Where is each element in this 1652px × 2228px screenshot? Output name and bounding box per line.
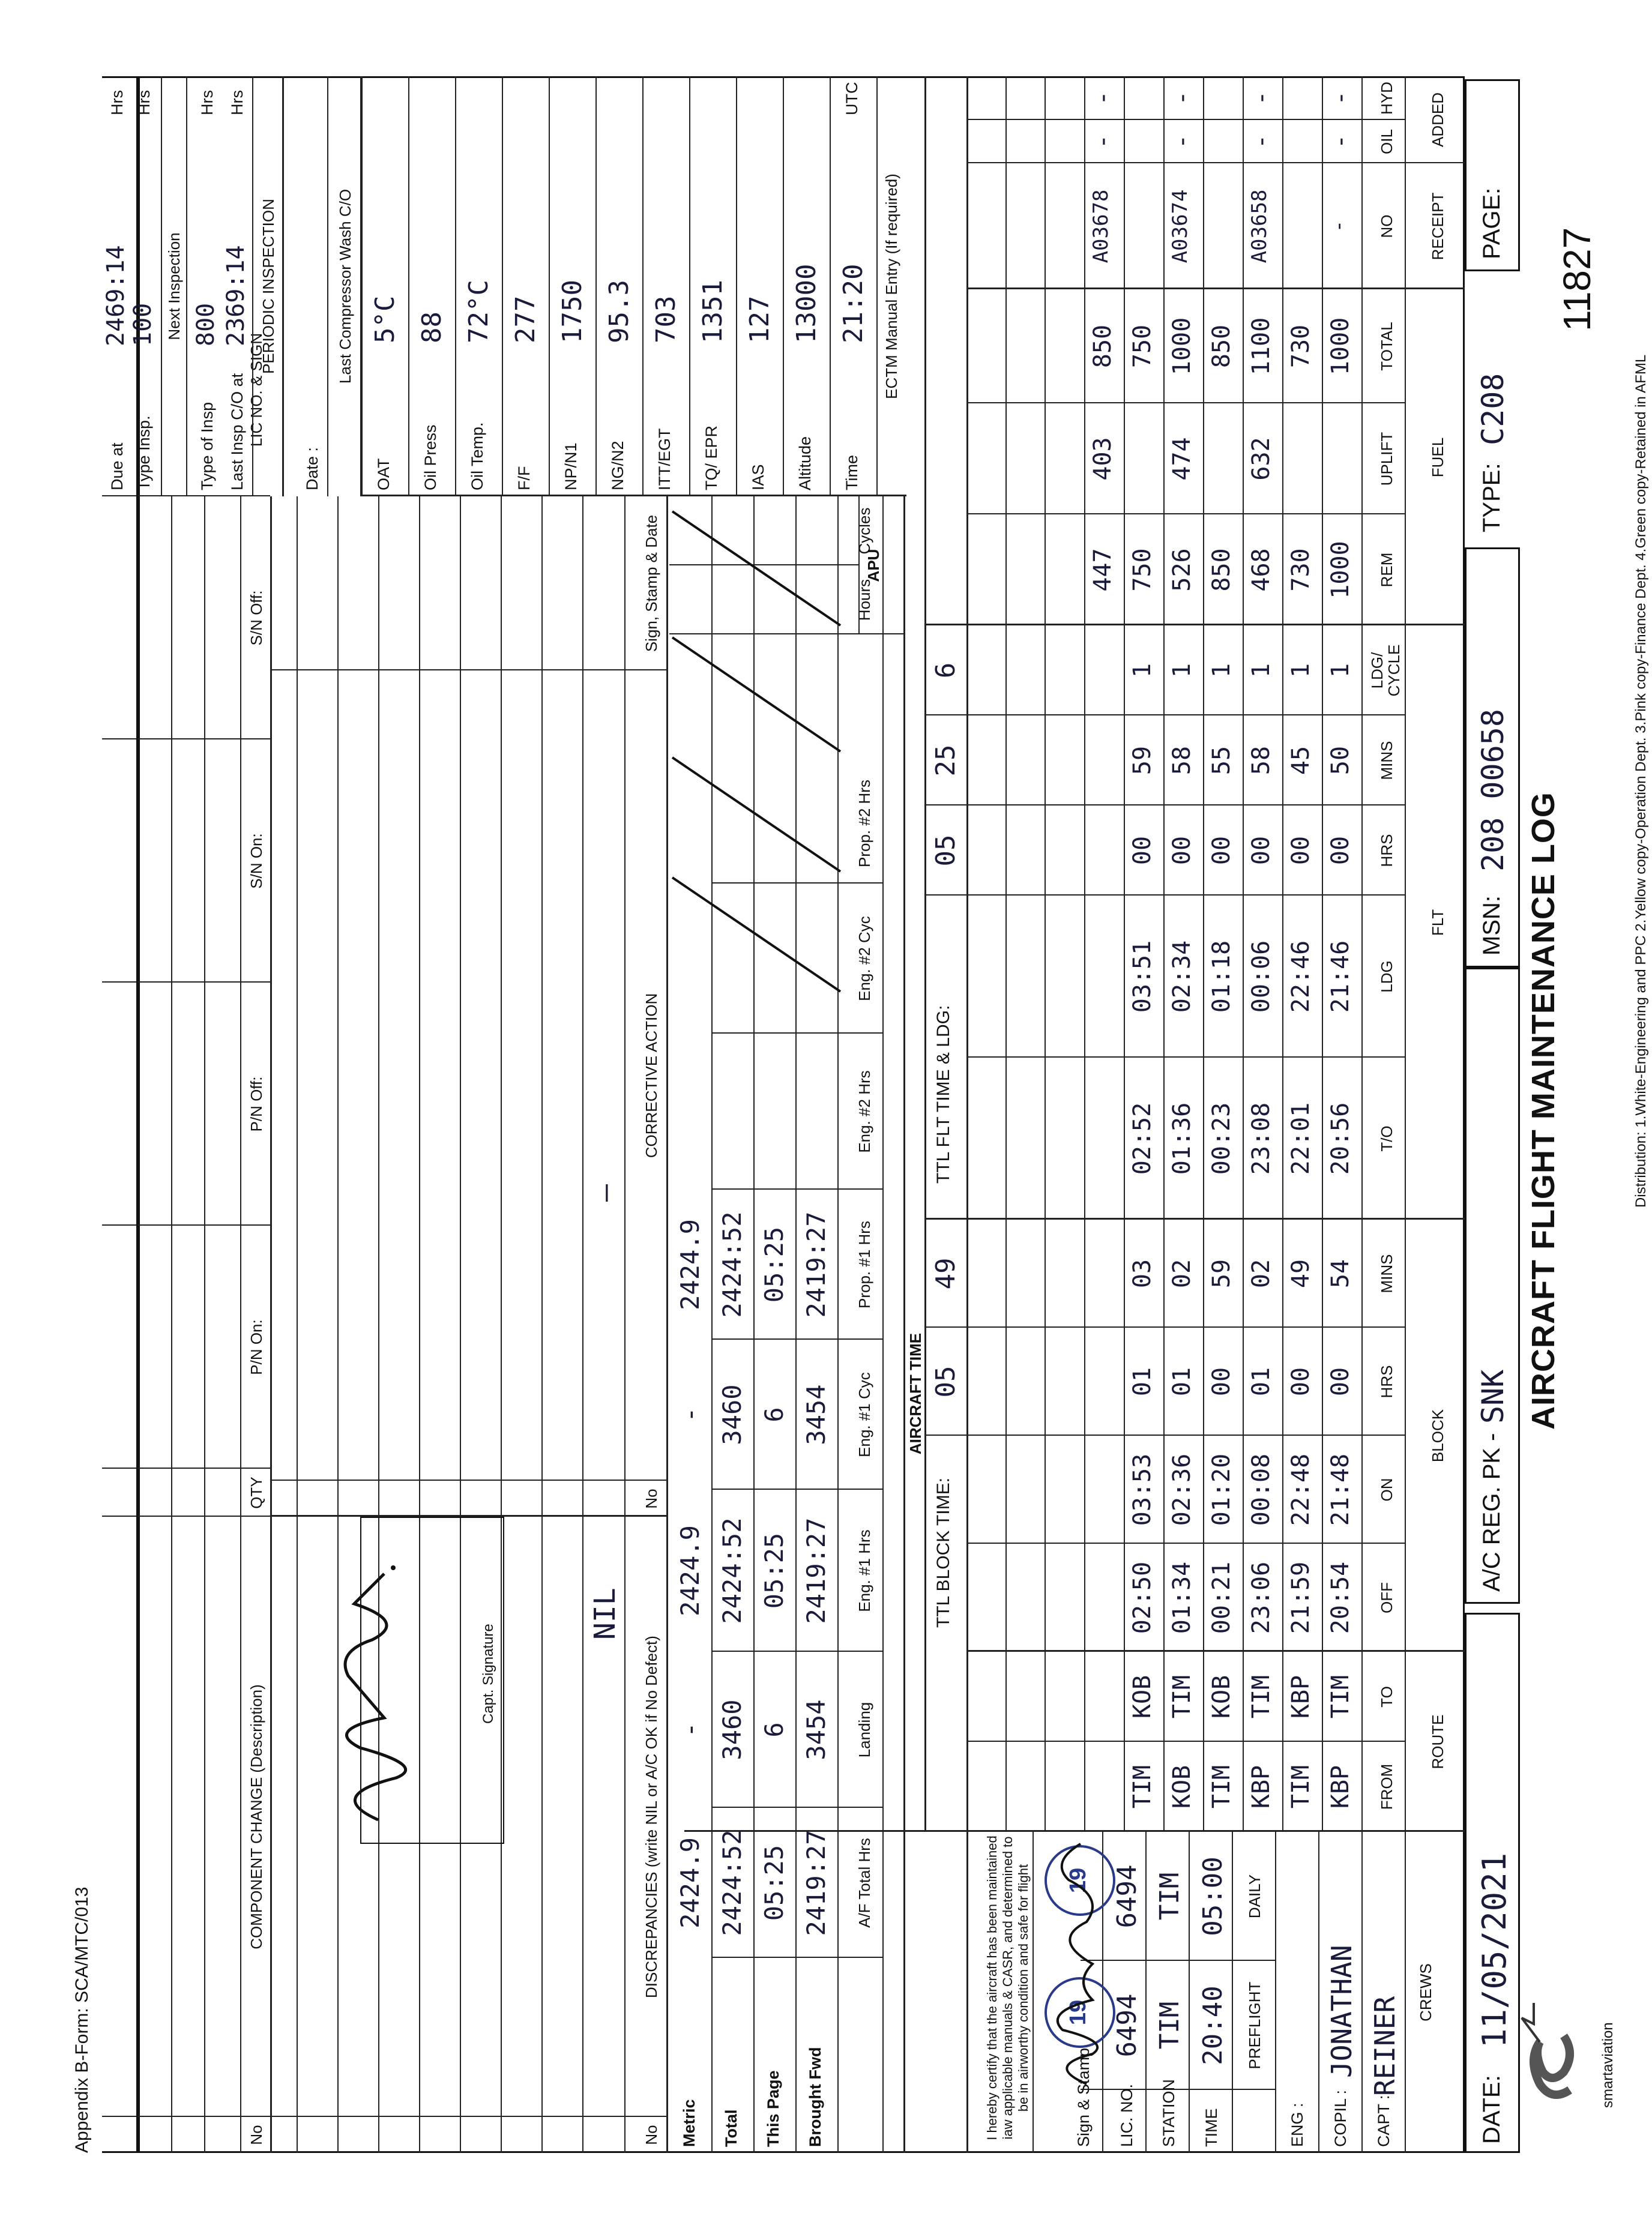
fuel-header: FUEL: [1429, 437, 1447, 478]
flt-hrs-header: HRS: [1378, 834, 1396, 867]
route-header: ROUTE: [1429, 1714, 1447, 1769]
aircraft-time-cell[interactable]: 3454: [801, 1384, 831, 1445]
corr-entry[interactable]: —: [588, 1184, 622, 1202]
ttl-block-label: TTL BLOCK TIME:: [933, 1477, 953, 1628]
form-number: 11827: [1555, 227, 1599, 331]
ectm-label-altitude: Altitude: [796, 436, 814, 490]
flight-cell-off[interactable]: 02:50: [1129, 1561, 1156, 1634]
last-insp-unit: Hrs: [228, 90, 246, 115]
flight-cell-on[interactable]: 03:53: [1129, 1453, 1156, 1526]
ectm-value-time[interactable]: 21:20: [838, 263, 869, 343]
flight-cell-off[interactable]: 01:34: [1168, 1561, 1196, 1634]
aircraft-time-cell[interactable]: 2424:52: [717, 1829, 747, 1936]
type-insp-label: Type of Insp: [198, 402, 216, 490]
aircraft-time-col-header: Prop. #1 Hrs: [855, 1221, 873, 1308]
aircraft-time-cell[interactable]: 2424.9: [675, 1219, 705, 1310]
ectm-label-ias: IAS: [749, 464, 767, 490]
last-insp-value[interactable]: 2369:14: [222, 245, 250, 346]
ectm-value-ff[interactable]: 277: [510, 295, 541, 343]
type-insp-unit: Hrs: [198, 90, 216, 115]
disc-entry[interactable]: NIL: [588, 1588, 622, 1640]
flight-cell-mins[interactable]: 49: [1287, 1259, 1315, 1289]
flight-cell-takeoff[interactable]: 02:52: [1129, 1102, 1156, 1175]
flight-cell-oil[interactable]: -: [1089, 134, 1117, 149]
certify-text: I hereby certify that the aircraft has been maintained iaw applicable manuals & CASR, and determined to be in airworthy condition and safe for flight: [984, 1835, 1031, 2140]
flight-cell-hrs[interactable]: 01: [1247, 1367, 1275, 1397]
ectm-value-tq[interactable]: 1351: [698, 280, 728, 343]
flight-cell-rem[interactable]: 850: [1208, 548, 1235, 592]
flight-cell-from[interactable]: KOB: [1168, 1765, 1196, 1809]
mins-header: MINS: [1378, 1254, 1396, 1293]
flight-cell-receipt[interactable]: A03658: [1247, 189, 1271, 263]
lower-table: [102, 76, 138, 2153]
compressor-wash-header: Last Compressor Wash C/O: [336, 188, 354, 384]
flight-cell-mins[interactable]: 02: [1168, 1259, 1196, 1289]
aircraft-time-cell[interactable]: 05:25: [759, 1844, 789, 1921]
ectm-label-ng: NG/N2: [609, 441, 627, 490]
flight-cell-flt-hrs[interactable]: 00: [1168, 836, 1196, 866]
disc-header: DISCREPANCIES (write NIL or A/C OK if No Defect): [642, 1636, 660, 1998]
aircraft-time-cell[interactable]: 05:25: [759, 1532, 789, 1609]
aircraft-time-col-header: Eng. #1 Hrs: [855, 1529, 873, 1612]
flight-cell-takeoff[interactable]: 22:01: [1287, 1102, 1315, 1175]
flight-cell-rem[interactable]: 447: [1089, 548, 1117, 592]
flight-cell-flt-mins[interactable]: 45: [1287, 745, 1315, 775]
time-preflight[interactable]: 20:40: [1198, 1986, 1228, 2065]
daily-header: DAILY: [1246, 1874, 1264, 1919]
ectm-header: ECTM Manual Entry (If required): [882, 173, 900, 399]
flight-cell-oil[interactable]: -: [1247, 134, 1275, 149]
capt-value[interactable]: REINER: [1369, 1996, 1401, 2096]
aircraft-time-cell[interactable]: 2419:27: [801, 1829, 831, 1936]
eng-label: ENG :: [1288, 2103, 1306, 2147]
component-col-header: LIC NO. & SIGN: [247, 333, 265, 447]
flight-cell-uplift[interactable]: 474: [1168, 437, 1196, 481]
flight-cell-oil[interactable]: -: [1168, 134, 1196, 149]
flight-cell-flt-mins[interactable]: 50: [1327, 745, 1354, 775]
flight-cell-flt-mins[interactable]: 58: [1168, 745, 1196, 775]
flight-cell-hrs[interactable]: 00: [1287, 1367, 1315, 1397]
flight-cell-cycle[interactable]: 1: [1327, 663, 1354, 678]
aircraft-time-col-header: Prop. #2 Hrs: [855, 780, 873, 867]
station-preflight[interactable]: TIM: [1154, 2001, 1185, 2050]
ectm-label-np: NP/N1: [562, 442, 580, 490]
due-label: Due at: [108, 442, 126, 490]
takeoff-header: T/O: [1378, 1125, 1396, 1152]
flight-cell-flt-hrs[interactable]: 00: [1247, 836, 1275, 866]
flight-cell-hrs[interactable]: 01: [1129, 1367, 1156, 1397]
msn-label: MSN:: [1479, 896, 1505, 956]
ttl-block-mins[interactable]: 49: [930, 1257, 961, 1290]
aircraft-time-col-header: Landing: [855, 1702, 873, 1758]
flight-cell-cycle[interactable]: 1: [1129, 663, 1156, 678]
aircraft-time-row-label: This Page: [764, 2070, 782, 2147]
form-title: AIRCRAFT FLIGHT MAINTENANCE LOG: [1525, 792, 1561, 1430]
next-type-value[interactable]: 100: [129, 303, 157, 346]
component-col-header: P/N Off:: [247, 1076, 265, 1132]
flight-cell-to[interactable]: TIM: [1168, 1675, 1196, 1719]
sign-stamp-label: Sign & Stamp: [1075, 2047, 1093, 2147]
flight-cell-total[interactable]: 750: [1129, 324, 1156, 369]
aircraft-time-col-header: A/F Total Hrs: [855, 1838, 873, 1928]
ectm-value-altitude[interactable]: 13000: [791, 263, 822, 343]
flight-cell-takeoff[interactable]: 20:56: [1327, 1102, 1354, 1175]
date-value[interactable]: 11/05/2021: [1476, 1852, 1513, 2048]
logo: [1516, 1988, 1600, 2114]
flight-cell-off[interactable]: 20:54: [1327, 1561, 1354, 1634]
ectm-value-oilpress[interactable]: 88: [417, 312, 447, 343]
periodic-header: PERIODIC INSPECTION: [259, 199, 277, 374]
last-insp-label: Last Insp C/O at: [228, 373, 246, 490]
msn-value[interactable]: 208 00658: [1476, 709, 1510, 872]
ttl-flt-label: TTL FLT TIME & LDG:: [933, 1005, 953, 1184]
strike-through-icon: [669, 499, 843, 998]
copil-label: COPIL :: [1331, 2089, 1349, 2147]
component-col-header: No: [247, 2125, 265, 2145]
aircraft-time-cell[interactable]: 2424:52: [717, 1517, 747, 1624]
component-col-header: S/N On:: [247, 833, 265, 889]
flight-cell-total[interactable]: 1100: [1247, 317, 1275, 376]
flight-cell-on[interactable]: 01:20: [1208, 1453, 1235, 1526]
flight-cell-oil[interactable]: -: [1327, 134, 1354, 149]
flight-cell-rem[interactable]: 526: [1168, 548, 1196, 592]
component-col-header: S/N Off:: [247, 590, 265, 646]
flight-cell-total[interactable]: 850: [1208, 324, 1235, 369]
aircraft-time-header: AIRCRAFT TIME: [906, 1332, 924, 1455]
flight-cell-hrs[interactable]: 00: [1327, 1367, 1354, 1397]
logo-mark-icon: [1516, 1988, 1600, 2114]
flight-cell-off[interactable]: 21:59: [1287, 1561, 1315, 1634]
flight-cell-rem[interactable]: 1000: [1327, 541, 1354, 599]
flight-cell-cycle[interactable]: 1: [1168, 663, 1196, 678]
logo-text: smartaviation: [1600, 2022, 1616, 2108]
flight-cell-off[interactable]: 00:21: [1208, 1561, 1235, 1634]
aircraft-time-cell[interactable]: 6: [759, 1407, 789, 1423]
flight-cell-ldg[interactable]: 21:46: [1327, 940, 1354, 1013]
flight-cell-flt-hrs[interactable]: 00: [1327, 836, 1354, 866]
page-label: PAGE:: [1479, 187, 1505, 259]
no-header: NO: [1378, 214, 1396, 238]
acreg-label: A/C REG. PK -: [1479, 1433, 1505, 1592]
aircraft-time-cell[interactable]: 3454: [801, 1699, 831, 1760]
type-label: TYPE:: [1479, 463, 1505, 532]
next-type-unit: Hrs: [135, 90, 153, 115]
ectm-label-oiltemp: Oil Temp.: [468, 422, 486, 490]
component-col-header: QTY: [247, 1477, 265, 1509]
oil-header: OIL: [1378, 129, 1396, 154]
flight-cell-ldg[interactable]: 00:06: [1247, 940, 1275, 1013]
next-type-label: Type Insp.: [135, 415, 153, 490]
flight-cell-from[interactable]: KBP: [1247, 1765, 1275, 1809]
flight-cell-flt-hrs[interactable]: 00: [1129, 836, 1156, 866]
flt-header: FLT: [1429, 909, 1447, 936]
flight-cell-flt-mins[interactable]: 59: [1129, 745, 1156, 775]
ldg-header: LDG: [1378, 960, 1396, 993]
corr-no-header: No: [642, 1489, 660, 1509]
component-col-header: COMPONENT CHANGE (Description): [247, 1684, 265, 1950]
ectm-value-oiltemp[interactable]: 72°C: [463, 280, 494, 343]
corr-header: CORRECTIVE ACTION: [642, 993, 660, 1158]
time-label: TIME: [1202, 2108, 1220, 2147]
receipt-header: RECEIPT: [1429, 192, 1447, 260]
flight-cell-flt-mins[interactable]: 58: [1247, 745, 1275, 775]
uplift-header: UPLIFT: [1378, 432, 1396, 486]
hrs-header: HRS: [1378, 1365, 1396, 1399]
ectm-value-ias[interactable]: 127: [744, 295, 775, 343]
due-value[interactable]: 2469:14: [102, 245, 130, 346]
ectm-label-tq: TQ/ EPR: [702, 425, 720, 490]
aircraft-time-row-label: Brought Fwd: [806, 2047, 824, 2147]
aircraft-time-cell[interactable]: 3460: [717, 1384, 747, 1445]
ectm-label-oat: OAT: [375, 458, 393, 490]
flight-cell-hrs[interactable]: 01: [1168, 1367, 1196, 1397]
aircraft-time-col-header: Eng. #1 Cyc: [855, 1372, 873, 1457]
crew-signature-icon: [1039, 1838, 1117, 2090]
flight-cell-total[interactable]: 1000: [1168, 317, 1196, 376]
ttl-flt-mins[interactable]: 25: [930, 744, 961, 777]
flight-cell-from[interactable]: TIM: [1129, 1765, 1156, 1809]
flight-cell-flt-hrs[interactable]: 00: [1287, 836, 1315, 866]
lic-preflight[interactable]: 6494: [1112, 1993, 1142, 2058]
flight-cell-hyd[interactable]: -: [1327, 91, 1354, 106]
flight-cell-ldg[interactable]: 01:18: [1208, 940, 1235, 1013]
lic-label: LIC. NO.: [1118, 2083, 1136, 2147]
from-header: FROM: [1378, 1763, 1396, 1810]
flight-cell-mins[interactable]: 03: [1129, 1259, 1156, 1289]
flight-cell-mins[interactable]: 59: [1208, 1259, 1235, 1289]
aircraft-time-cell[interactable]: -: [675, 1722, 705, 1738]
ectm-label-time: Time: [843, 455, 861, 490]
flight-cell-off[interactable]: 23:06: [1247, 1561, 1275, 1634]
flight-cell-receipt[interactable]: A03674: [1168, 189, 1192, 263]
hyd-header: HYD: [1378, 82, 1396, 115]
flight-cell-on[interactable]: 22:48: [1287, 1453, 1315, 1526]
flight-cell-rem[interactable]: 468: [1247, 548, 1275, 592]
next-insp-header: Next Inspection: [165, 232, 183, 340]
flight-cell-flt-hrs[interactable]: 00: [1208, 836, 1235, 866]
flight-cell-flt-mins[interactable]: 55: [1208, 745, 1235, 775]
flight-cell-to[interactable]: TIM: [1247, 1675, 1275, 1719]
aircraft-time-cell[interactable]: 05:25: [759, 1226, 789, 1303]
flight-cell-total[interactable]: 850: [1089, 324, 1117, 369]
acreg-value[interactable]: SNK: [1476, 1369, 1510, 1424]
type-value[interactable]: C208: [1476, 373, 1510, 445]
sign-stamp-date-header: Sign, Stamp & Date: [642, 514, 660, 652]
aircraft-time-cell[interactable]: -: [675, 1407, 705, 1423]
flight-cell-to[interactable]: KOB: [1129, 1675, 1156, 1719]
capt-signature-label: Capt. Signature: [480, 1624, 496, 1724]
aircraft-time-cell[interactable]: 2424.9: [675, 1525, 705, 1616]
aircraft-time-cell[interactable]: 2424:52: [717, 1211, 747, 1318]
stamp-number-2: 19: [1066, 1867, 1091, 1894]
crews-header: CREWS: [1417, 1963, 1435, 2022]
ldg-cycle-header: LDG/ CYCLE: [1368, 644, 1403, 697]
flight-cell-takeoff[interactable]: 23:08: [1247, 1102, 1275, 1175]
flight-cell-ldg[interactable]: 02:34: [1168, 940, 1196, 1013]
flight-cell-takeoff[interactable]: 01:36: [1168, 1102, 1196, 1175]
flight-cell-cycle[interactable]: 1: [1247, 663, 1275, 678]
aircraft-time-row-label: Metric: [680, 2099, 698, 2147]
flight-cell-total[interactable]: 730: [1287, 324, 1315, 369]
flight-cell-from[interactable]: KBP: [1327, 1765, 1354, 1809]
ectm-value-np[interactable]: 1750: [557, 280, 588, 343]
flight-cell-hyd[interactable]: -: [1089, 91, 1117, 106]
flight-cell-hyd[interactable]: -: [1247, 91, 1275, 106]
aircraft-time-cell[interactable]: 2419:27: [801, 1211, 831, 1318]
aircraft-time-cell[interactable]: 6: [759, 1722, 789, 1738]
flight-cell-hyd[interactable]: -: [1168, 91, 1196, 106]
rem-header: REM: [1378, 552, 1396, 588]
apu-col-header: Hours: [855, 579, 873, 621]
flight-cell-receipt[interactable]: -: [1327, 220, 1351, 233]
flight-cell-rem[interactable]: 750: [1129, 548, 1156, 592]
flt-mins-header: MINS: [1378, 741, 1396, 780]
apu-header: APU: [864, 549, 882, 582]
ectm-label-oilpress: Oil Press: [421, 424, 439, 490]
aircraft-time-row-label: Total: [722, 2109, 740, 2147]
flight-cell-on[interactable]: 00:08: [1247, 1453, 1275, 1526]
flight-cell-to[interactable]: KBP: [1287, 1675, 1315, 1719]
flight-cell-hrs[interactable]: 00: [1208, 1367, 1235, 1397]
ectm-value-itt[interactable]: 703: [651, 295, 681, 343]
compressor-wash-date-label: Date :: [303, 447, 321, 490]
flight-cell-to[interactable]: KOB: [1208, 1675, 1235, 1719]
flight-cell-cycle[interactable]: 1: [1287, 663, 1315, 678]
due-unit: Hrs: [108, 90, 126, 115]
station-daily[interactable]: TIM: [1154, 1872, 1185, 1921]
to-header: TO: [1378, 1686, 1396, 1708]
ttl-flt-hrs[interactable]: 05: [930, 834, 961, 867]
flight-cell-ldg[interactable]: 03:51: [1129, 940, 1156, 1013]
ttl-ldg[interactable]: 6: [930, 662, 961, 679]
flight-cell-mins[interactable]: 54: [1327, 1259, 1354, 1289]
flight-cell-total[interactable]: 1000: [1327, 317, 1354, 376]
flight-cell-to[interactable]: TIM: [1327, 1675, 1354, 1719]
flight-cell-uplift[interactable]: 403: [1089, 437, 1117, 481]
ttl-block-hrs[interactable]: 05: [930, 1365, 961, 1398]
capt-signature-icon: [288, 1556, 444, 1832]
aircraft-time-col-header: Eng. #2 Cyc: [855, 916, 873, 1001]
lic-daily[interactable]: 6494: [1112, 1864, 1142, 1928]
component-col-header: P/N On:: [247, 1319, 265, 1375]
flight-cell-on[interactable]: 02:36: [1168, 1453, 1196, 1526]
copil-value[interactable]: JONATHAN: [1325, 1945, 1358, 2078]
stamp-number: 19: [1066, 1999, 1091, 2026]
flight-cell-on[interactable]: 21:48: [1327, 1453, 1354, 1526]
ectm-time-unit: UTC: [843, 82, 861, 115]
distribution-footer: Distribution: 1.White-Engineering and PPC 2.Yellow copy-Operation Dept. 3.Pink copy-Finance Dept. 4.Green copy-Retained in AFML: [1633, 354, 1649, 1208]
flight-cell-cycle[interactable]: 1: [1208, 663, 1235, 678]
date-label: DATE:: [1479, 2075, 1505, 2144]
total-header: TOTAL: [1378, 322, 1396, 371]
flight-cell-takeoff[interactable]: 00:23: [1208, 1102, 1235, 1175]
appendix-footer: Appendix B-Form: SCA/MTC/013: [72, 1886, 92, 2153]
ectm-label-itt: ITT/EGT: [656, 428, 674, 490]
flight-cell-receipt[interactable]: A03678: [1089, 189, 1113, 263]
aircraft-time-col-header: Eng. #2 Hrs: [855, 1070, 873, 1153]
capt-label: CAPT :: [1375, 2095, 1393, 2147]
ectm-value-ng[interactable]: 95.3: [604, 280, 635, 343]
type-insp-value[interactable]: 800: [192, 303, 220, 346]
preflight-header: PREFLIGHT: [1246, 1981, 1264, 2070]
flight-cell-uplift[interactable]: 632: [1247, 437, 1275, 481]
aircraft-time-cell[interactable]: 3460: [717, 1699, 747, 1760]
flight-cell-rem[interactable]: 730: [1287, 548, 1315, 592]
on-header: ON: [1378, 1478, 1396, 1502]
flight-cell-mins[interactable]: 02: [1247, 1259, 1275, 1289]
off-header: OFF: [1378, 1582, 1396, 1613]
aircraft-time-cell[interactable]: 2419:27: [801, 1517, 831, 1624]
station-label: STATION: [1160, 2079, 1178, 2147]
block-header: BLOCK: [1429, 1409, 1447, 1463]
aircraft-time-cell[interactable]: 2424.9: [675, 1837, 705, 1928]
time-daily[interactable]: 05:00: [1198, 1856, 1228, 1936]
ectm-value-oat[interactable]: 5°C: [370, 295, 400, 343]
apu-col-header: Cycles: [855, 507, 873, 555]
flight-cell-from[interactable]: TIM: [1208, 1765, 1235, 1809]
added-header: ADDED: [1429, 92, 1447, 148]
flight-cell-ldg[interactable]: 22:46: [1287, 940, 1315, 1013]
flight-cell-from[interactable]: TIM: [1287, 1765, 1315, 1809]
ectm-label-ff: F/F: [515, 466, 533, 490]
disc-no-header: No: [642, 2125, 660, 2145]
